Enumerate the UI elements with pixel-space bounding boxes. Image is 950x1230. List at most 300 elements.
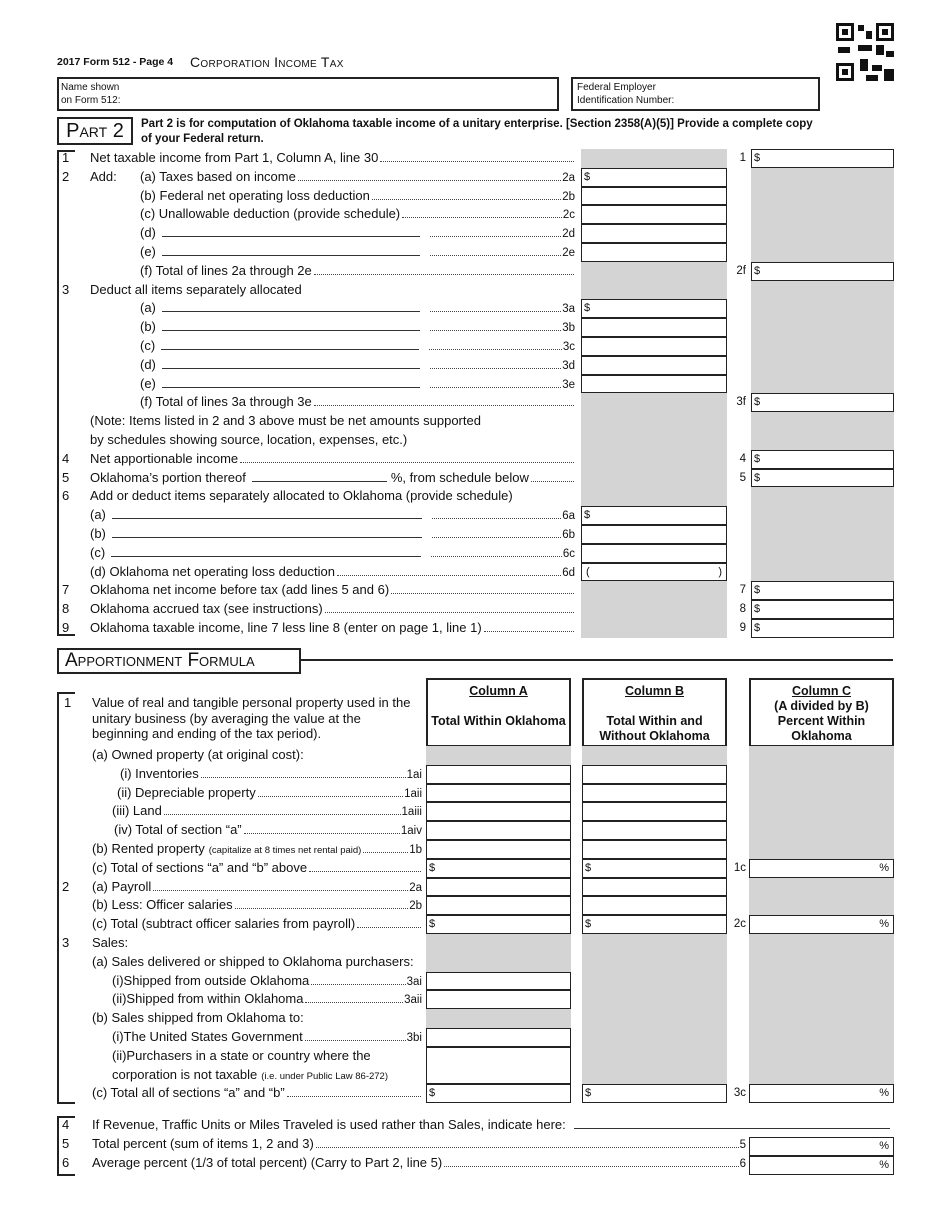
- dot-leader: [325, 612, 574, 613]
- form-row: [0, 859, 950, 878]
- line-number: 4: [62, 450, 70, 466]
- dot-leader: [380, 161, 574, 162]
- column-b-field-2b[interactable]: [582, 896, 727, 915]
- total-field-11: [751, 356, 894, 375]
- line-code: 2b: [562, 190, 575, 203]
- line-label: [90, 487, 575, 506]
- line-label: [90, 469, 575, 488]
- column-a-field-11: [426, 953, 571, 972]
- total-line-code: 9: [739, 622, 746, 634]
- amount-field-6a[interactable]: $: [581, 506, 727, 525]
- column-a-field-1b[interactable]: [426, 840, 571, 859]
- form-row: [0, 544, 950, 563]
- dot-leader: [258, 796, 403, 797]
- add-label: Add:: [90, 168, 117, 184]
- total-field-5: [751, 243, 894, 262]
- total-field-1: [751, 168, 894, 187]
- column-b-field-11: [582, 953, 727, 972]
- line-label: [90, 581, 575, 600]
- total-field-1[interactable]: $: [751, 149, 894, 168]
- total-line-code: 2f: [736, 264, 746, 277]
- form-row: [0, 1028, 950, 1047]
- column-a-field-2b[interactable]: [426, 896, 571, 915]
- form-id: 2017 Form 512 - Page 4: [57, 56, 174, 68]
- amount-field-6: [581, 487, 727, 506]
- line-text: Net apportionable income: [90, 450, 239, 466]
- column-a-field-3aii[interactable]: [426, 990, 571, 1009]
- line-label: [140, 262, 575, 281]
- name-field[interactable]: [57, 77, 559, 111]
- column-a-field-1aii[interactable]: [426, 784, 571, 803]
- amount-field-3c[interactable]: [581, 337, 727, 356]
- total-field-5[interactable]: $: [751, 469, 894, 488]
- total-field-14: [751, 412, 894, 431]
- form-row: [0, 619, 950, 638]
- form-row: [0, 953, 950, 972]
- line-4-row: 4 If Revenue, Traffic Units or Miles Traveled is used rather than Sales, indicate here:: [0, 1116, 950, 1135]
- line-code: 6a: [562, 510, 575, 523]
- dot-leader: [432, 518, 561, 519]
- line-text: (a): [140, 300, 156, 316]
- amount-field-2d[interactable]: [581, 224, 727, 243]
- divider: [301, 659, 893, 661]
- column-b-field-10: [582, 934, 727, 953]
- line-label: [92, 896, 422, 916]
- line-text: (c) Total of sections “a” and “b” above: [92, 859, 308, 875]
- column-b-field-1aiii[interactable]: [582, 802, 727, 821]
- column-c-field-1aiii: [749, 802, 894, 821]
- column-c-field-1aiv: [749, 821, 894, 840]
- form-row: [0, 337, 950, 356]
- line-code: 3b: [562, 322, 575, 335]
- form-row: [0, 600, 950, 619]
- form-row: [0, 1047, 950, 1066]
- line-label: [140, 224, 575, 244]
- column-b-field-1aii[interactable]: [582, 784, 727, 803]
- line-code: 1aiii: [401, 806, 422, 819]
- column-c-field-3c[interactable]: %: [749, 1084, 894, 1103]
- name-label: Name shown: [61, 82, 120, 93]
- blank-entry-line[interactable]: [112, 525, 422, 538]
- line-code: 6b: [562, 529, 575, 541]
- amount-field-6: [581, 262, 727, 281]
- line-text: (b) Federal net operating loss deduction: [140, 187, 370, 203]
- dot-leader: [309, 871, 421, 872]
- line-label: [140, 243, 575, 263]
- total-line-code: 1: [739, 152, 746, 164]
- dot-leader: [164, 814, 401, 815]
- form-row: [0, 506, 950, 525]
- amount-field-1: [581, 149, 727, 168]
- column-c-field-3aii: [749, 990, 894, 1009]
- line-text: Oklahoma net income before tax (add lines 5 and 6): [90, 582, 390, 598]
- column-b-field-1ai[interactable]: [582, 765, 727, 784]
- total-field-9[interactable]: $: [751, 619, 894, 638]
- line-text: (a): [90, 507, 106, 523]
- line-5-label: Total percent (sum of items 1, 2 and 3): [92, 1136, 314, 1151]
- dot-leader: [372, 199, 561, 200]
- line-label: [120, 765, 422, 785]
- amount-field-6d[interactable]: [581, 563, 727, 582]
- line-label: [90, 431, 575, 450]
- column-c-header: Column C (A divided by B) Percent Within Oklahoma: [749, 678, 894, 746]
- dot-leader: [244, 833, 400, 834]
- line-code: 1ai: [406, 768, 422, 781]
- column-a-field-0: [426, 746, 571, 765]
- form-row: [0, 375, 950, 394]
- form-row: [0, 318, 950, 337]
- line-code: 2b: [409, 900, 422, 913]
- dot-leader: [314, 274, 574, 275]
- line-label: [112, 1028, 422, 1048]
- line-note: (capitalize at 8 times net rental paid): [208, 845, 362, 856]
- form-row: [0, 746, 950, 765]
- column-c-field-16: [749, 1047, 894, 1066]
- line-label: [90, 149, 575, 168]
- amount-field-6d-paren-open: (: [586, 565, 590, 578]
- column-b-field-14: [582, 1009, 727, 1028]
- form-row: [0, 168, 950, 187]
- line-label: [117, 784, 422, 804]
- amount-field-3a[interactable]: $: [581, 299, 727, 318]
- column-a-field-2a[interactable]: [426, 878, 571, 897]
- column-a-field-3bi[interactable]: [426, 1028, 571, 1047]
- line-code: 2e: [562, 247, 575, 259]
- form-row: [0, 1066, 950, 1085]
- total-field-21: [751, 544, 894, 563]
- column-a-field-2c[interactable]: $: [426, 915, 571, 934]
- dot-leader: [363, 852, 408, 853]
- amount-field-3b[interactable]: [581, 318, 727, 337]
- form-row: [0, 1084, 950, 1103]
- line-text: (a) Sales delivered or shipped to Oklahoma purchasers:: [92, 953, 414, 969]
- form-row: [0, 469, 950, 488]
- form-row: [0, 840, 950, 859]
- line-label: [112, 972, 422, 992]
- form-row: [0, 878, 950, 897]
- line-code: 1aiv: [400, 825, 422, 838]
- line-code: 2a: [409, 881, 422, 894]
- line-text: (a) Payroll: [92, 878, 152, 894]
- amount-field-2e[interactable]: [581, 243, 727, 262]
- amount-field-3d[interactable]: [581, 356, 727, 375]
- line-text: (b): [140, 319, 156, 335]
- form-row: [0, 990, 950, 1009]
- column-a-field-3bii[interactable]: [426, 1066, 571, 1085]
- dot-leader: [314, 405, 574, 406]
- blank-entry-line[interactable]: [161, 337, 419, 350]
- line-text: (b) Rented property: [92, 841, 205, 856]
- line-text: (i)Shipped from outside Oklahoma: [112, 972, 310, 988]
- line-code: 1b: [409, 844, 422, 856]
- dot-leader: [402, 217, 562, 218]
- line-label: [92, 746, 422, 765]
- column-c-field-2c[interactable]: %: [749, 915, 894, 934]
- line-number: 6: [62, 488, 70, 504]
- column-b-field-1aiv[interactable]: [582, 821, 727, 840]
- total-line-code: 8: [739, 603, 746, 616]
- line-6-percent-field[interactable]: %: [749, 1156, 894, 1175]
- column-b-field-3aii: [582, 990, 727, 1009]
- total-field-4[interactable]: $: [751, 450, 894, 469]
- column-c-field-3bii: [749, 1066, 894, 1085]
- line-4-input[interactable]: [574, 1128, 890, 1129]
- total-field-7[interactable]: $: [751, 581, 894, 600]
- dot-leader: [430, 311, 561, 312]
- amount-field-4: [581, 450, 727, 469]
- column-c-field-0: [749, 746, 894, 765]
- line-label: [92, 915, 422, 934]
- column-a-field-1aiii[interactable]: [426, 802, 571, 821]
- line-code: 6d: [562, 566, 575, 579]
- dot-leader: [430, 255, 561, 256]
- line-code: 6c: [562, 547, 575, 560]
- line-text: Net taxable income from Part 1, Column A, line 30: [90, 150, 379, 165]
- column-c-field-1c[interactable]: %: [749, 859, 894, 878]
- line-number: 2: [62, 878, 70, 894]
- line-text: (d): [140, 225, 156, 241]
- line-label: [140, 375, 575, 395]
- dot-leader: [298, 180, 561, 181]
- line-code: 3a: [562, 303, 575, 316]
- column-b-header: Column B Total Within and Without Oklahoma: [582, 678, 727, 746]
- column-b-field-2c[interactable]: $: [582, 915, 727, 934]
- line-label: [92, 1009, 422, 1028]
- fein-field[interactable]: [571, 77, 820, 111]
- total-field-2f[interactable]: $: [751, 262, 894, 281]
- amount-field-6c[interactable]: [581, 544, 727, 563]
- total-field-2: [751, 187, 894, 206]
- column-b-field-3ai: [582, 972, 727, 991]
- column-a-field-10: [426, 934, 571, 953]
- total-field-8[interactable]: $: [751, 600, 894, 619]
- column-b-field-1b[interactable]: [582, 840, 727, 859]
- line-text: (i) Inventories: [120, 765, 199, 781]
- total-field-19: [751, 506, 894, 525]
- line-number: 1: [64, 695, 72, 710]
- line-text: (i)The United States Government: [112, 1029, 303, 1044]
- dot-leader: [337, 575, 561, 576]
- form-title: Corporation Income Tax: [190, 54, 344, 70]
- column-c-field-2b: [749, 896, 894, 915]
- line-label: [112, 1066, 422, 1087]
- line-code: 1aii: [404, 787, 422, 800]
- form-row: [0, 934, 950, 953]
- line-label: [90, 525, 575, 545]
- column-b-field-0: [582, 746, 727, 765]
- column-a-field-16[interactable]: [426, 1047, 571, 1067]
- total-field-20: [751, 525, 894, 544]
- total-field-3f[interactable]: $: [751, 393, 894, 412]
- blank-entry-line[interactable]: [162, 318, 420, 331]
- line-label: [90, 563, 575, 583]
- line-label: [114, 821, 422, 841]
- amount-field-2c[interactable]: [581, 205, 727, 224]
- column-c-field-3ai: [749, 972, 894, 991]
- line-label: [112, 802, 422, 822]
- part-2-badge: Part 2: [57, 117, 133, 145]
- form-row: [0, 915, 950, 934]
- column-b-field-3c[interactable]: $: [582, 1084, 727, 1103]
- line-label: [90, 544, 575, 564]
- blank-entry-line[interactable]: [112, 506, 422, 519]
- line-text: (b): [90, 526, 106, 541]
- amount-field-3: [581, 281, 727, 300]
- line-number: 5: [62, 469, 70, 485]
- amount-field-14: [581, 412, 727, 431]
- form-row: [0, 262, 950, 281]
- amount-field-3e[interactable]: [581, 375, 727, 394]
- line-label: [140, 337, 575, 357]
- line-label: [90, 619, 575, 638]
- line-6-label: Average percent (1/3 of total percent) (Carry to Part 2, line 5): [92, 1155, 443, 1170]
- line-label: [140, 168, 575, 188]
- line-text: (d) Oklahoma net operating loss deduction: [90, 563, 335, 579]
- line-number: 2: [62, 168, 70, 184]
- line-number: 9: [62, 620, 70, 635]
- line-text: by schedules showing source, location, expenses, etc.): [90, 432, 408, 447]
- blank-entry-line[interactable]: [162, 356, 420, 369]
- blank-entry-line[interactable]: [162, 375, 420, 388]
- line-label: [140, 187, 575, 207]
- line-text: (a) Taxes based on income: [140, 168, 296, 184]
- line-6-row: 6 Average percent (1/3 of total percent) (Carry to Part 2, line 5) 6 %: [0, 1154, 950, 1173]
- dot-leader: [305, 1040, 406, 1041]
- line-code: 2c: [562, 209, 575, 222]
- dot-leader: [287, 1096, 421, 1097]
- column-a-field-1aiv[interactable]: [426, 821, 571, 840]
- fein-label: Federal Employer: [577, 82, 656, 93]
- total-field-10: [751, 337, 894, 356]
- form-row: [0, 356, 950, 375]
- dot-leader: [484, 631, 574, 632]
- form-row: [0, 581, 950, 600]
- form-row: [0, 487, 950, 506]
- part-2-description: Part 2 is for computation of Oklahoma taxable income of a unitary enterprise. [Section 2358(A)(5)] Provide a complete copy of your Federal return.: [141, 118, 813, 145]
- dot-leader: [235, 908, 409, 909]
- line-number: 8: [62, 601, 70, 617]
- line-number: 1: [62, 150, 70, 165]
- dot-leader: [430, 236, 561, 237]
- column-b-field-2a[interactable]: [582, 878, 727, 897]
- line-text: (b) Sales shipped from Oklahoma to:: [92, 1010, 304, 1026]
- form-row: [0, 281, 950, 300]
- column-c-field-1ai: [749, 765, 894, 784]
- amount-field-5: [581, 469, 727, 488]
- line-text: (c) Total all of sections “a” and “b”: [92, 1085, 285, 1101]
- line-text: (b) Less: Officer salaries: [92, 897, 233, 913]
- line-label: [92, 859, 422, 878]
- total-field-18: [751, 487, 894, 506]
- line-text: (e): [140, 375, 156, 391]
- total-field-3: [751, 205, 894, 224]
- blank-entry-line[interactable]: [162, 224, 420, 237]
- form-row: [0, 299, 950, 318]
- blank-entry-line[interactable]: [111, 544, 421, 557]
- dot-leader: [357, 927, 421, 928]
- total-field-7: [751, 281, 894, 300]
- column-a-field-3ai[interactable]: [426, 972, 571, 991]
- line-text: (f) Total of lines 2a through 2e: [140, 262, 312, 278]
- total-line-code: 5: [739, 471, 746, 484]
- line-text: Sales:: [92, 935, 129, 950]
- total-field-15: [751, 431, 894, 450]
- form-row: [0, 450, 950, 469]
- line-label: [92, 1084, 422, 1103]
- form-row: [0, 149, 950, 168]
- line-5-percent-field[interactable]: %: [749, 1137, 894, 1156]
- line-label: [112, 1047, 422, 1066]
- line-code: 3bi: [406, 1032, 422, 1044]
- line-number: 3: [62, 935, 70, 950]
- apportionment-heading: Apportionment Formula: [57, 648, 301, 674]
- form-row: [0, 393, 950, 412]
- amount-field-2a[interactable]: $: [581, 168, 727, 187]
- column-b-field-3bii: [582, 1066, 727, 1085]
- form-row: [0, 821, 950, 840]
- line-text: (ii)Shipped from within Oklahoma: [112, 991, 304, 1007]
- column-c-field-1b: [749, 840, 894, 859]
- column-a-field-1ai[interactable]: [426, 765, 571, 784]
- percent-entry-line[interactable]: [252, 469, 387, 482]
- form-row: [0, 205, 950, 224]
- total-line-code: 4: [739, 452, 746, 465]
- column-c-line-code: 3c: [733, 1087, 746, 1100]
- dot-leader: [430, 368, 561, 369]
- form-row: [0, 784, 950, 803]
- line-text: (ii) Depreciable property: [117, 784, 256, 800]
- amount-field-2b[interactable]: [581, 187, 727, 206]
- line-code: 2d: [562, 228, 575, 241]
- column-c-field-1aii: [749, 784, 894, 803]
- dot-leader: [429, 349, 562, 350]
- amount-field-6b[interactable]: [581, 525, 727, 544]
- column-a-field-1c[interactable]: $: [426, 859, 571, 878]
- form-row: [0, 972, 950, 991]
- form-row: [0, 525, 950, 544]
- column-a-field-3c[interactable]: $: [426, 1084, 571, 1103]
- line-text: (d): [140, 356, 156, 372]
- line-label: [90, 281, 575, 300]
- line-note: (i.e. under Public Law 86-272): [261, 1070, 389, 1082]
- dot-leader: [431, 556, 562, 557]
- line-text: (c): [140, 338, 156, 353]
- form-row: [0, 224, 950, 243]
- column-b-field-3bi: [582, 1028, 727, 1047]
- line-label: [140, 393, 575, 412]
- dot-leader: [531, 481, 574, 482]
- form-row: [0, 765, 950, 784]
- column-a-field-14: [426, 1009, 571, 1028]
- column-c-field-2a: [749, 878, 894, 897]
- blank-entry-line[interactable]: [162, 299, 420, 312]
- blank-entry-line[interactable]: [162, 243, 420, 256]
- column-b-field-1c[interactable]: $: [582, 859, 727, 878]
- dot-leader: [430, 387, 561, 388]
- total-line-code: 3f: [736, 396, 746, 409]
- dot-leader: [201, 777, 406, 778]
- total-line-code: 7: [739, 584, 746, 597]
- amount-field-15: [581, 431, 727, 450]
- line-text: (c): [90, 544, 106, 560]
- line-code: 2a: [562, 171, 575, 184]
- line-text: Oklahoma accrued tax (see instructions): [90, 601, 323, 617]
- form-row: [0, 243, 950, 262]
- line-label: [140, 356, 575, 376]
- line-text: (f) Total of lines 3a through 3e: [140, 394, 312, 410]
- name-label: on Form 512:: [61, 95, 121, 106]
- dot-leader: [432, 537, 561, 538]
